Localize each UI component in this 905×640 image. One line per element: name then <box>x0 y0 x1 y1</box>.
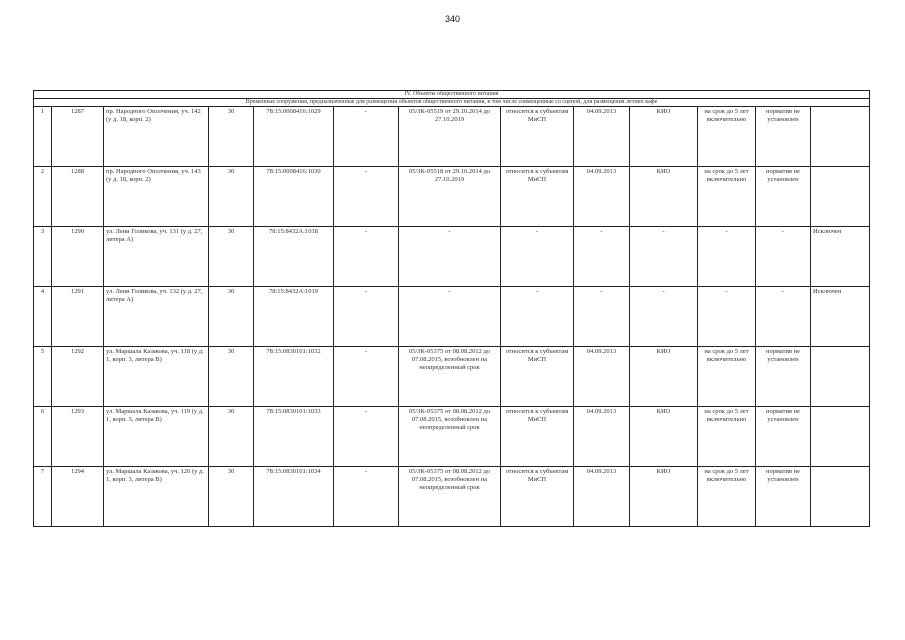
cadastral-number-cell: 78:15:0008416:1030 <box>254 167 334 227</box>
note-cell: Исключен <box>811 227 870 287</box>
object-id: 1290 <box>52 227 104 287</box>
organization-cell: КИО <box>630 467 698 527</box>
contract-cell: - <box>399 287 501 347</box>
object-id: 1292 <box>52 347 104 407</box>
subsection-title: Временные сооружения, предназначенные для размещения объектов общественного питания, в том числе совмещенные со сценой, для размещения летних кафе <box>34 99 870 107</box>
dash-cell: - <box>334 467 399 527</box>
object-id: 1293 <box>52 407 104 467</box>
object-id: 1287 <box>52 107 104 167</box>
dash-cell: - <box>334 407 399 467</box>
dash-cell: - <box>334 347 399 407</box>
term-cell: - <box>698 227 756 287</box>
address-cell: ул. Маршала Казакова, уч. 119 (у д. 1, корп. 3, литера В) <box>104 407 209 467</box>
section-header-row <box>34 91 870 99</box>
date-cell: 04.09.2013 <box>574 407 630 467</box>
subsection-header-row <box>34 99 870 107</box>
contract-cell: 05/ЗК-05375 от 08.08.2012 до 07.08.2015, возобновлен на неопределенный срок <box>399 407 501 467</box>
cadastral-number-cell: 78:15:8432А:1018 <box>254 227 334 287</box>
organization-cell: - <box>630 287 698 347</box>
date-cell: 04.09.2013 <box>574 347 630 407</box>
term-cell: на срок до 5 лет включительно <box>698 407 756 467</box>
contract-cell: 05/ЗК-05519 от 29.10.2014 до 27.10.2019 <box>399 107 501 167</box>
term-cell: - <box>698 287 756 347</box>
cadastral-number-cell: 78:15:0830101:1032 <box>254 347 334 407</box>
subject-cell: - <box>501 227 574 287</box>
area-cell: 30 <box>209 107 254 167</box>
term-cell: на срок до 5 лет включительно <box>698 167 756 227</box>
dash-cell: - <box>334 287 399 347</box>
subject-cell: относится к субъектам МиСП <box>501 167 574 227</box>
organization-cell: КИО <box>630 347 698 407</box>
subject-cell: относится к субъектам МиСП <box>501 107 574 167</box>
cadastral-number-cell: 78:15:0008416:1029 <box>254 107 334 167</box>
address-cell: ул. Лени Голикова, уч. 132 (у д. 27, литера А) <box>104 287 209 347</box>
row-number: 3 <box>34 227 52 287</box>
area-cell: 30 <box>209 227 254 287</box>
norm-cell: - <box>756 227 811 287</box>
note-cell <box>811 407 870 467</box>
subject-cell: относится к субъектам МиСП <box>501 347 574 407</box>
organization-cell: КИО <box>630 407 698 467</box>
date-cell: 04.09.2013 <box>574 107 630 167</box>
address-cell: ул. Маршала Казакова, уч. 118 (у д. 1, корп. 3, литера В) <box>104 347 209 407</box>
contract-cell: 05/ЗК-05375 от 08.08.2012 до 07.08.2015, возобновлен на неопределенный срок <box>399 347 501 407</box>
cadastral-number-cell: 78:15:0830101:1033 <box>254 407 334 467</box>
address-cell: ул. Лени Голикова, уч. 131 (у д. 27, литера А) <box>104 227 209 287</box>
row-number: 5 <box>34 347 52 407</box>
area-cell: 30 <box>209 347 254 407</box>
note-cell: Исключен <box>811 287 870 347</box>
dash-cell: - <box>334 107 399 167</box>
row-number: 6 <box>34 407 52 467</box>
address-cell: ул. Маршала Казакова, уч. 120 (у д. 1, корп. 3, литера В) <box>104 467 209 527</box>
organization-cell: КИО <box>630 167 698 227</box>
contract-cell: 05/ЗК-05518 от 29.10.2014 до 27.10.2019 <box>399 167 501 227</box>
norm-cell: норматив не установлен <box>756 467 811 527</box>
row-number: 7 <box>34 467 52 527</box>
table-row <box>34 467 870 527</box>
note-cell <box>811 167 870 227</box>
note-cell <box>811 347 870 407</box>
area-cell: 30 <box>209 407 254 467</box>
date-cell: - <box>574 287 630 347</box>
organization-cell: - <box>630 227 698 287</box>
dash-cell: - <box>334 227 399 287</box>
date-cell: 04.09.2013 <box>574 167 630 227</box>
term-cell: на срок до 5 лет включительно <box>698 467 756 527</box>
date-cell: - <box>574 227 630 287</box>
object-id: 1288 <box>52 167 104 227</box>
term-cell: на срок до 5 лет включительно <box>698 347 756 407</box>
organization-cell: КИО <box>630 107 698 167</box>
row-number: 1 <box>34 107 52 167</box>
table-row <box>34 287 870 347</box>
section-title: IV. Объекты общественного питания <box>34 91 870 99</box>
subject-cell: - <box>501 287 574 347</box>
address-cell: пр. Народного Ополчения, уч. 143 (у д. 18, корп. 2) <box>104 167 209 227</box>
contract-cell: - <box>399 227 501 287</box>
subject-cell: относится к субъектам МиСП <box>501 407 574 467</box>
cadastral-number-cell: 78:15:0830101:1034 <box>254 467 334 527</box>
register-table <box>33 90 870 527</box>
page-number: 340 <box>444 14 461 24</box>
norm-cell: - <box>756 287 811 347</box>
table-row <box>34 347 870 407</box>
norm-cell: норматив не установлен <box>756 407 811 467</box>
note-cell <box>811 107 870 167</box>
subject-cell: относится к субъектам МиСП <box>501 467 574 527</box>
area-cell: 30 <box>209 287 254 347</box>
note-cell <box>811 467 870 527</box>
row-number: 4 <box>34 287 52 347</box>
table-row <box>34 167 870 227</box>
area-cell: 30 <box>209 467 254 527</box>
contract-cell: 05/ЗК-05375 от 08.08.2012 до 07.08.2015, возобновлен на неопределенный срок <box>399 467 501 527</box>
object-id: 1294 <box>52 467 104 527</box>
table-row <box>34 407 870 467</box>
dash-cell: - <box>334 167 399 227</box>
date-cell: 04.09.2013 <box>574 467 630 527</box>
area-cell: 30 <box>209 167 254 227</box>
norm-cell: норматив не установлен <box>756 167 811 227</box>
norm-cell: норматив не установлен <box>756 107 811 167</box>
row-number: 2 <box>34 167 52 227</box>
table-row <box>34 227 870 287</box>
term-cell: на срок до 5 лет включительно <box>698 107 756 167</box>
norm-cell: норматив не установлен <box>756 347 811 407</box>
address-cell: пр. Народного Ополчения, уч. 142 (у д. 18, корп. 2) <box>104 107 209 167</box>
table-row <box>34 107 870 167</box>
cadastral-number-cell: 78:15:8432А:1019 <box>254 287 334 347</box>
object-id: 1291 <box>52 287 104 347</box>
